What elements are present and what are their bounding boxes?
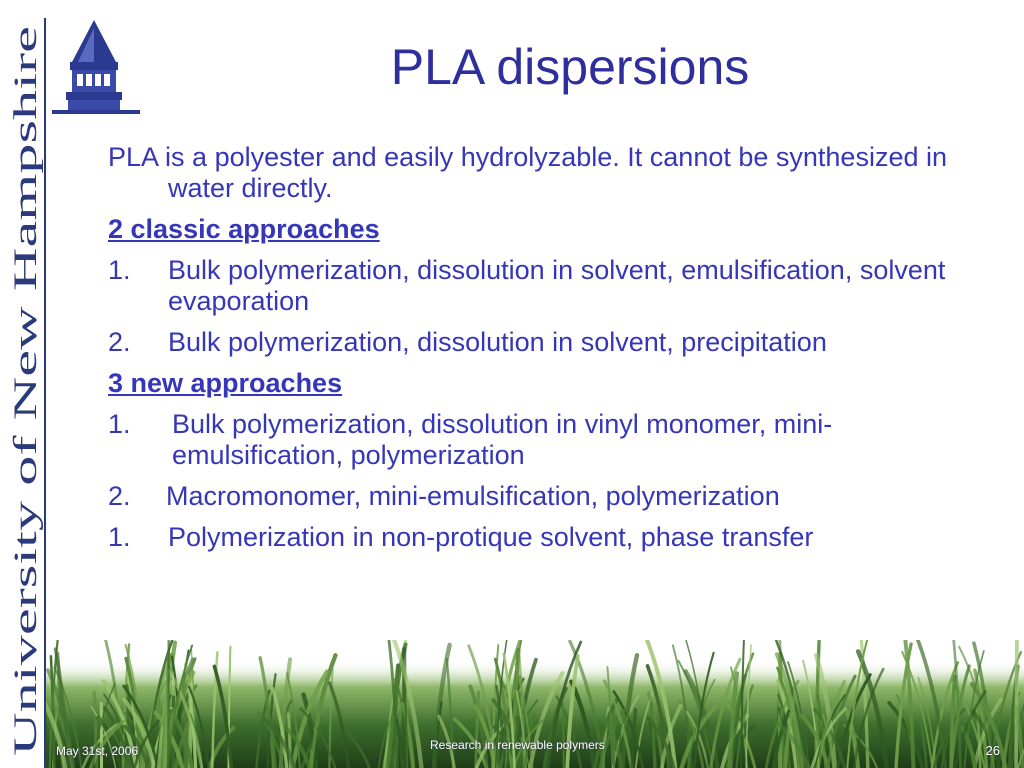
classic-item: [108, 255, 968, 317]
university-banner-wordmark: [0, 18, 46, 768]
item-number: 1.: [108, 409, 131, 439]
item-text: Bulk polymerization, dissolution in solvent, precipitation: [168, 327, 827, 357]
item-number: 1.: [108, 255, 131, 285]
university-banner: [0, 18, 46, 768]
item-text: Macromonomer, mini-emulsification, polymerization: [166, 481, 780, 511]
footer-title: Research in renewable polymers: [430, 738, 605, 752]
item-number: 2.: [108, 327, 131, 357]
new-item: [108, 409, 968, 471]
slide-title: PLA dispersions: [390, 39, 750, 95]
tower-logo: [48, 18, 144, 118]
item-number: 2.: [108, 481, 131, 511]
intro-paragraph: PLA is a polyester and easily hydrolyzable. It cannot be synthesized in water directly.: [108, 142, 947, 203]
new-item: [108, 522, 968, 553]
new-item: [108, 481, 968, 512]
item-text: Polymerization in non-protique solvent, phase transfer: [168, 522, 814, 552]
item-number: 1.: [108, 522, 131, 552]
slide-body: [108, 142, 968, 563]
page-number: 26: [985, 743, 1000, 758]
university-banner-text: University of New Hampshire: [8, 357, 44, 756]
item-text: Bulk polymerization, dissolution in vinyl monomer, mini-emulsification, polymerization: [172, 409, 833, 470]
new-approaches-heading: 3 new approaches: [108, 368, 343, 398]
classic-approaches-heading: 2 classic approaches: [108, 214, 380, 244]
item-text: Bulk polymerization, dissolution in solvent, emulsification, solvent evaporation: [168, 255, 946, 316]
footer-date: May 31st, 2006: [56, 744, 139, 758]
classic-item: [108, 327, 968, 358]
